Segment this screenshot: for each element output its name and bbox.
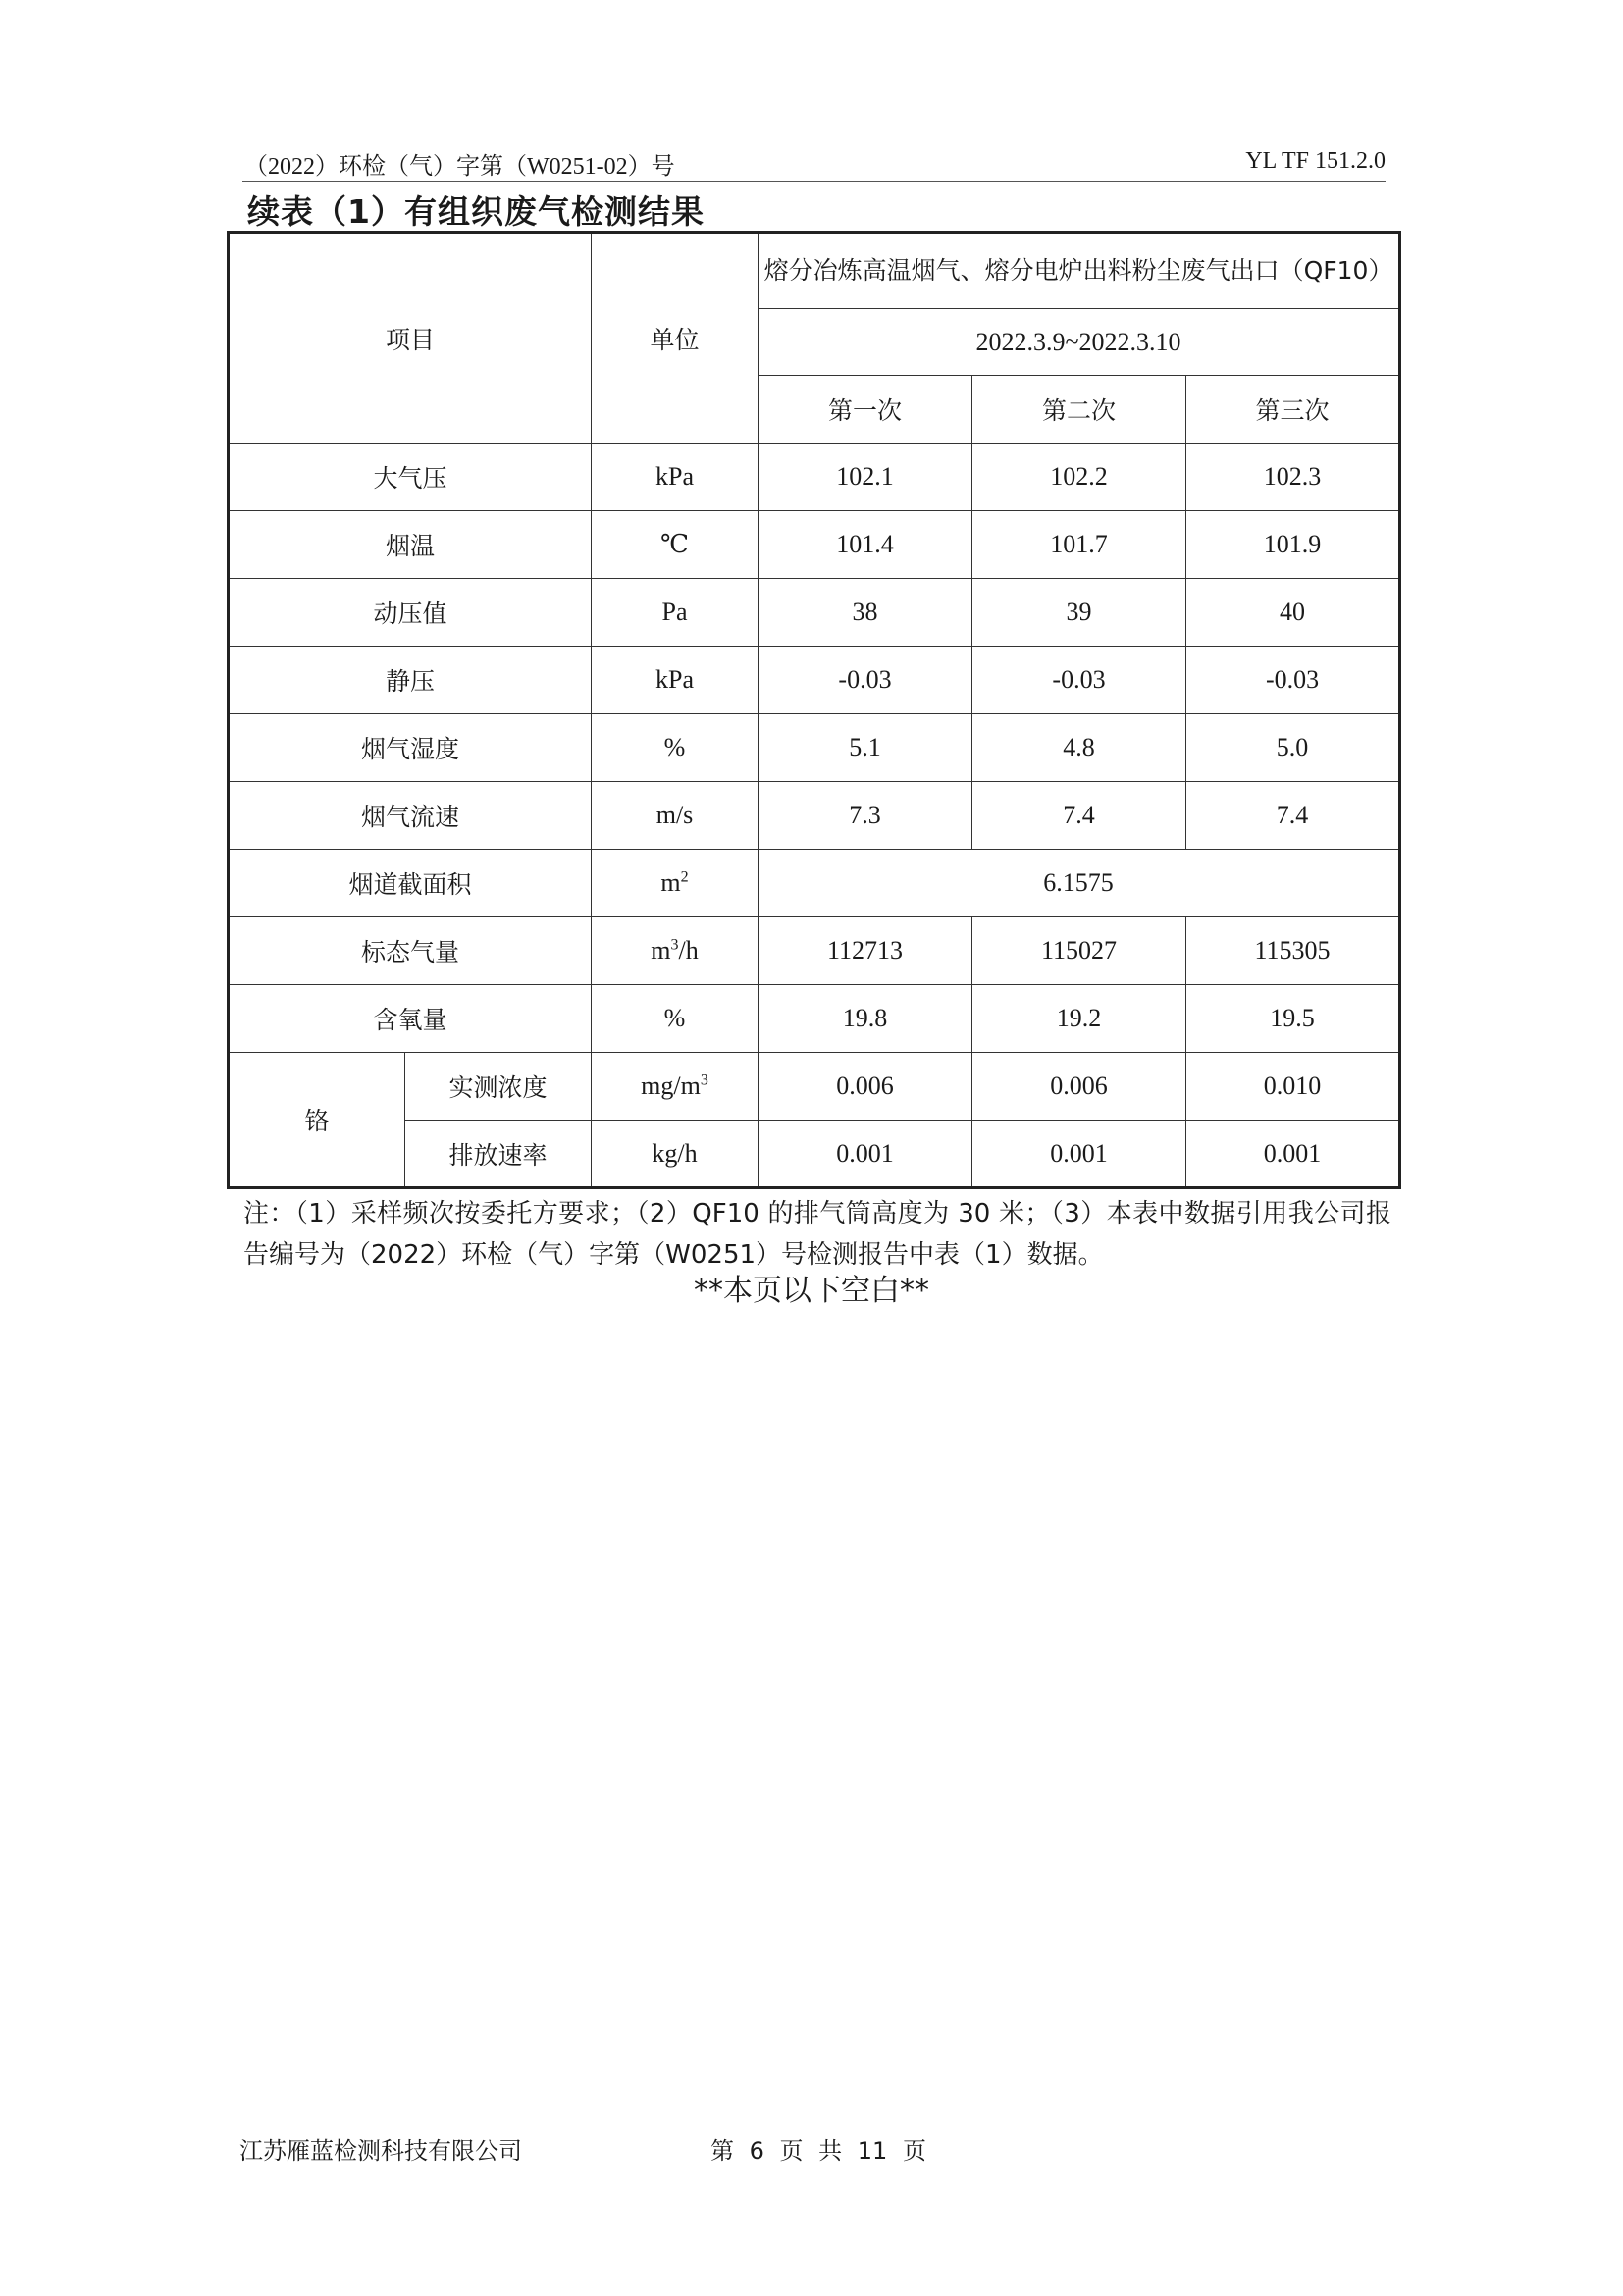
- conc-value: 0.006: [972, 1053, 1186, 1121]
- row-value: 5.1: [759, 714, 972, 782]
- area-item: 烟道截面积: [229, 850, 592, 917]
- row-item: 烟气湿度: [229, 714, 592, 782]
- row-item: 烟温: [229, 511, 592, 579]
- row-value: 101.4: [759, 511, 972, 579]
- pollutant-chromium: 铬: [229, 1053, 405, 1188]
- table-row: [229, 1121, 1400, 1188]
- report-number: （2022）环检（气）字第（W0251-02）号: [244, 154, 675, 180]
- row-value: 4.8: [972, 714, 1186, 782]
- page-number: 第 6 页 共 11 页: [710, 2137, 926, 2165]
- oxygen-value: 19.2: [972, 985, 1186, 1053]
- flow-item: 标态气量: [229, 917, 592, 985]
- row-value: 5.0: [1186, 714, 1400, 782]
- date-range: 2022.3.9~2022.3.10: [759, 309, 1400, 376]
- area-value: 6.1575: [759, 850, 1400, 917]
- table-row: [229, 647, 1400, 714]
- row-value: -0.03: [759, 647, 972, 714]
- oxygen-unit: %: [592, 985, 759, 1053]
- conc-label: 实测浓度: [405, 1053, 592, 1121]
- row-item: 烟气流速: [229, 782, 592, 850]
- row-value: 40: [1186, 579, 1400, 647]
- row-item: 静压: [229, 647, 592, 714]
- row-value: 102.3: [1186, 444, 1400, 511]
- area-unit: $m^2$: [592, 850, 759, 917]
- rate-unit: kg/h: [592, 1121, 759, 1188]
- table-row: [229, 917, 1400, 985]
- oxygen-value: 19.8: [759, 985, 972, 1053]
- flow-unit: $m^3/h$: [592, 917, 759, 985]
- row-value: 102.2: [972, 444, 1186, 511]
- row-value: 102.1: [759, 444, 972, 511]
- row-value: 7.4: [972, 782, 1186, 850]
- row-item: 大气压: [229, 444, 592, 511]
- row-unit: Pa: [592, 579, 759, 647]
- oxygen-value: 19.5: [1186, 985, 1400, 1053]
- row-unit: kPa: [592, 647, 759, 714]
- row-value: 7.3: [759, 782, 972, 850]
- source-name: 熔分冶炼高温烟气、熔分电炉出料粉尘废气出口（QF10）: [759, 233, 1400, 309]
- table-notes: 注：（1）采样频次按委托方要求；（2）QF10 的排气筒高度为 30 米；（3）本表中数据引用我公司报告编号为（2022）环检（气）字第（W0251）号检测报告中表（1）数据。: [243, 1199, 1391, 1270]
- flow-value: 115305: [1186, 917, 1400, 985]
- table-row: [229, 985, 1400, 1053]
- conc-value: 0.006: [759, 1053, 972, 1121]
- header-unit: 单位: [592, 233, 759, 444]
- row-unit: %: [592, 714, 759, 782]
- run-3-header: 第三次: [1186, 376, 1400, 444]
- row-unit: ℃: [592, 511, 759, 579]
- header-divider: [242, 181, 1386, 182]
- table-row: [229, 511, 1400, 579]
- row-unit: m/s: [592, 782, 759, 850]
- row-item: 动压值: [229, 579, 592, 647]
- row-value: 38: [759, 579, 972, 647]
- row-value: 101.7: [972, 511, 1186, 579]
- row-value: -0.03: [1186, 647, 1400, 714]
- table-row: [229, 444, 1400, 511]
- row-value: 39: [972, 579, 1186, 647]
- run-1-header: 第一次: [759, 376, 972, 444]
- table-row: [229, 579, 1400, 647]
- rate-value: 0.001: [1186, 1121, 1400, 1188]
- form-code: YL TF 151.2.0: [1245, 148, 1386, 174]
- flow-value: 115027: [972, 917, 1186, 985]
- oxygen-item: 含氧量: [229, 985, 592, 1053]
- rate-value: 0.001: [972, 1121, 1186, 1188]
- row-value: -0.03: [972, 647, 1186, 714]
- conc-value: 0.010: [1186, 1053, 1400, 1121]
- row-unit: kPa: [592, 444, 759, 511]
- table-row: [229, 782, 1400, 850]
- rate-value: 0.001: [759, 1121, 972, 1188]
- table-row: [229, 714, 1400, 782]
- row-value: 101.9: [1186, 511, 1400, 579]
- results-table: [227, 231, 1401, 1189]
- blank-marker: **本页以下空白**: [694, 1274, 929, 1308]
- flow-value: 112713: [759, 917, 972, 985]
- run-2-header: 第二次: [972, 376, 1186, 444]
- row-value: 7.4: [1186, 782, 1400, 850]
- rate-label: 排放速率: [405, 1121, 592, 1188]
- conc-unit: $mg/m^3$: [592, 1053, 759, 1121]
- section-title: 续表（1）有组织废气检测结果: [247, 192, 705, 231]
- table-row: [229, 850, 1400, 917]
- table-row: [229, 1053, 1400, 1121]
- header-item: 项目: [229, 233, 592, 444]
- company-name: 江苏雁蓝检测科技有限公司: [239, 2137, 522, 2165]
